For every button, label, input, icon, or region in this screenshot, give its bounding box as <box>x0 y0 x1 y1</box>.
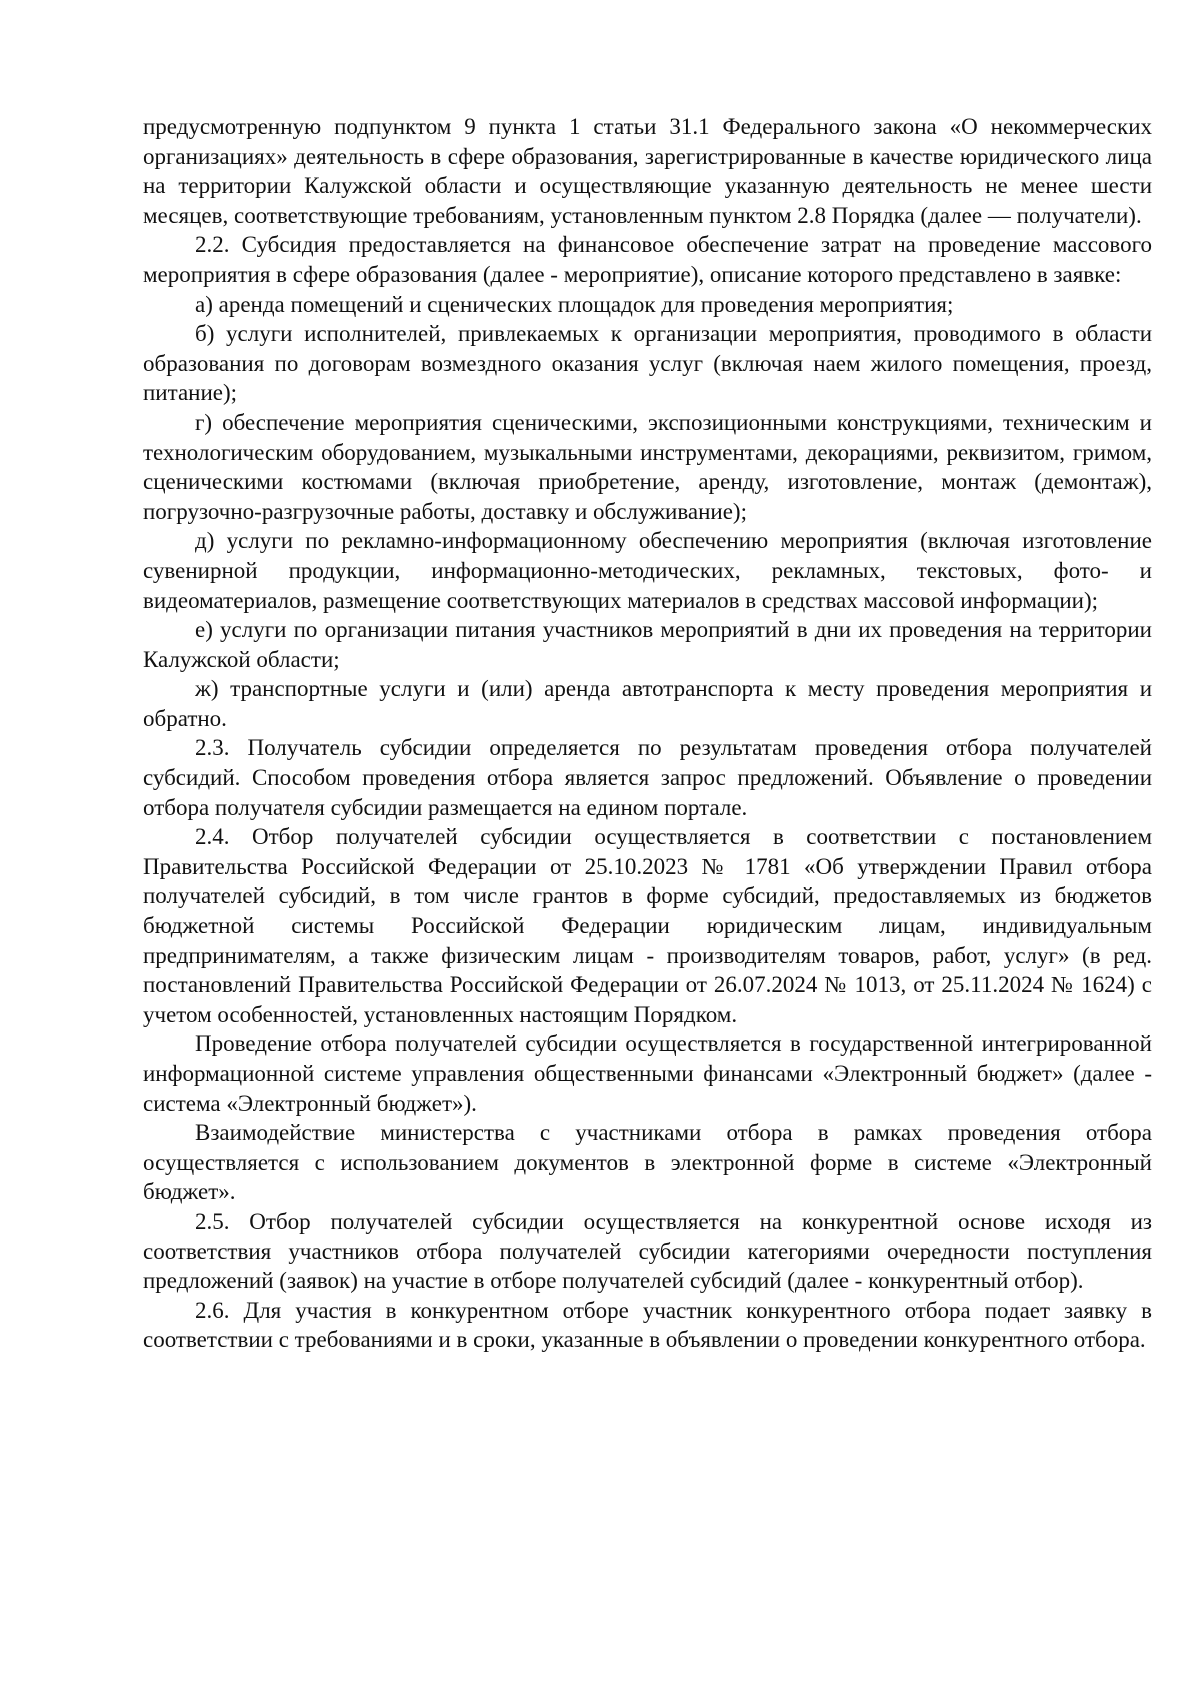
paragraph-2-4: 2.4. Отбор получателей субсидии осуществляется в соответствии с постановлением Правительства Российской Федерации от 25.10.2023 № 1781 «Об утверждении Правил отбора получателей субсидий, в том числе грантов в форме субсидий, предоставляемых из бюджетов бюджетной системы Российской Федерации юридическим лицам, индивидуальным предпринимателям, а также физическим лицам - производителям товаров, работ, услуг» (в ред. постановлений Правительства Российской Федерации от 26.07.2024 № 1013, от 25.11.2024 № 1624) с учетом особенностей, установленных настоящим Порядком. <box>143 824 1152 1027</box>
list-item-a: а) аренда помещений и сценических площадок для проведения мероприятия; <box>195 291 954 317</box>
paragraph-2-3: 2.3. Получатель субсидии определяется по результатам проведения отбора получателей субсидий. Способом проведения отбора является запрос предложений. Объявление о проведении отбора получателя субсидии размещается на едином портале. <box>143 735 1152 820</box>
paragraph-2-6: 2.6. Для участия в конкурентном отборе участник конкурентного отбора подает заявку в соответствии с требованиями и в сроки, указанные в объявлении о проведении конкурентного отбора. <box>143 1297 1152 1353</box>
paragraph-interaction: Взаимодействие министерства с участниками отбора в рамках проведения отбора осуществляется с использованием документов в электронной форме в системе «Электронный бюджет». <box>143 1120 1152 1205</box>
list-item-b: б) услуги исполнителей, привлекаемых к организации мероприятия, проводимого в области образования по договорам возмездного оказания услуг (включая наем жилого помещения, проезд, питание); <box>143 321 1152 406</box>
paragraph-2-5: 2.5. Отбор получателей субсидии осуществляется на конкурентной основе исходя из соответствия участников отбора получателей субсидии категориями очередности поступления предложений (заявок) на участие в отборе получателей субсидий (далее - конкурентный отбор). <box>143 1208 1152 1294</box>
list-item-g: г) обеспечение мероприятия сценическими, экспозиционными конструкциями, техническим и технологическим оборудованием, музыкальными инструментами, декорациями, реквизитом, гримом, сценическими костюмами (включая приобретение, аренду, изготовление, монтаж (демонтаж), погрузочно-разгрузочные работы, доставку и обслуживание); <box>143 409 1152 524</box>
list-item-e: е) услуги по организации питания участников мероприятий в дни их проведения на территории Калужской области; <box>143 617 1152 672</box>
paragraph-2-2: 2.2. Субсидия предоставляется на финансовое обеспечение затрат на проведение массового мероприятия в сфере образования (далее - мероприятие), описание которого представлено в заявке: <box>143 232 1152 287</box>
paragraph-continuation: предусмотренную подпунктом 9 пункта 1 статьи 31.1 Федерального закона «О некоммерческих организациях» деятельность в сфере образования, зарегистрированные в качестве юридического лица на территории Калужской области и осуществляющие указанную деятельность не менее шести месяцев, соответствующие требованиям, установленным пунктом 2.8 Порядка (далее — получатели). <box>143 114 1152 228</box>
list-item-d: д) услуги по рекламно-информационному обеспечению мероприятия (включая изготовление сувенирной продукции, информационно-методических, рекламных, текстовых, фото- и видеоматериалов, размещение соответствующих материалов в средствах массовой информации); <box>143 528 1152 613</box>
paragraph-selection-system: Проведение отбора получателей субсидии осуществляется в государственной интегрированной информационной системе управления общественными финансами «Электронный бюджет» (далее - система «Электронный бюджет»). <box>143 1031 1152 1116</box>
list-item-zh: ж) транспортные услуги и (или) аренда автотранспорта к месту проведения мероприятия и обратно. <box>143 676 1152 731</box>
